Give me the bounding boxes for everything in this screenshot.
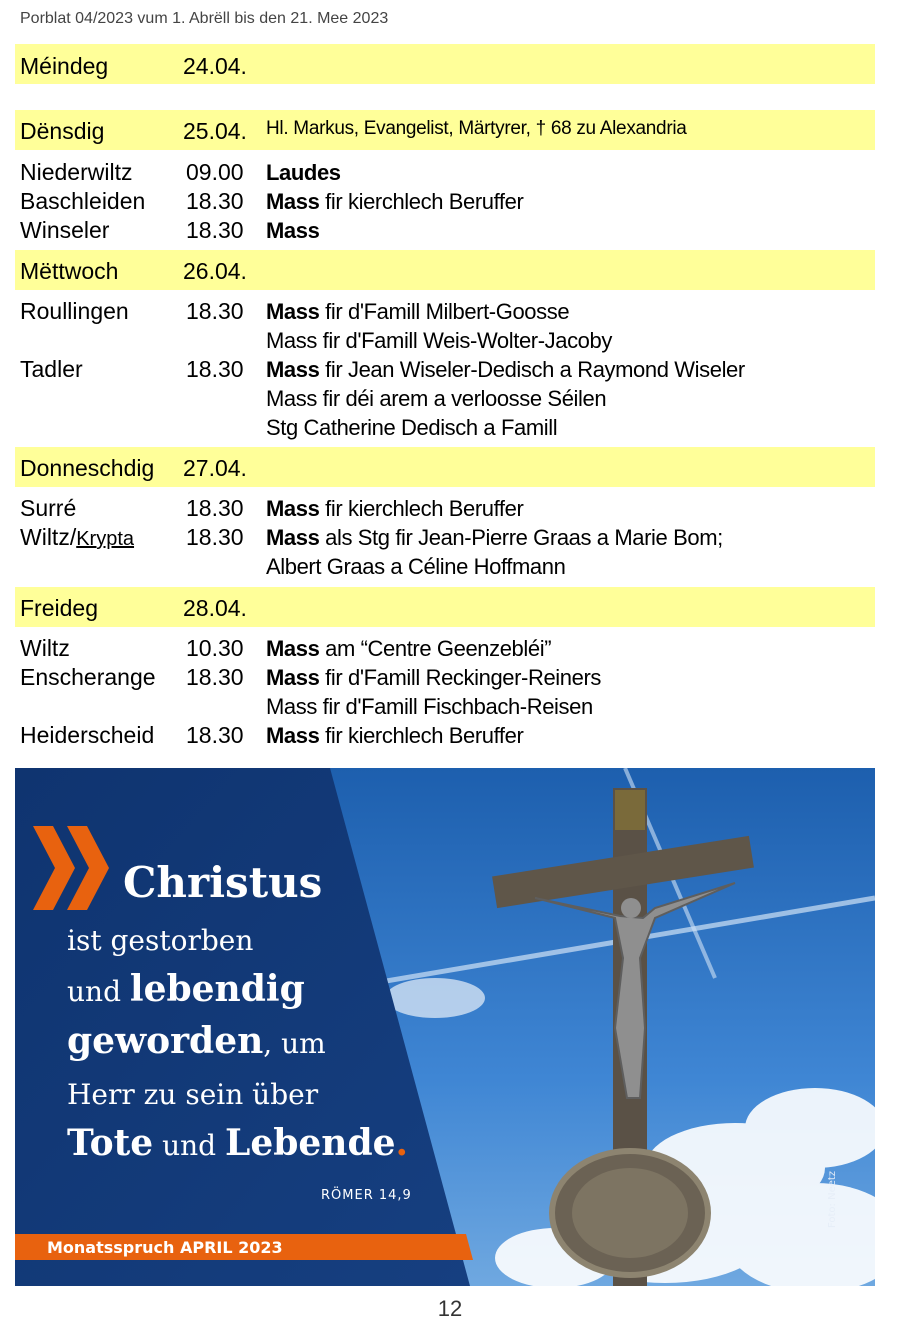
verse-word: , um <box>263 1027 326 1060</box>
place: Heiderscheid <box>20 722 155 748</box>
service-detail: fir kierchlech Beruffer <box>319 496 524 521</box>
service-line <box>266 663 601 692</box>
day-band-friday <box>15 587 875 627</box>
day-name: Mëttwoch <box>20 258 119 284</box>
verse-word: lebendig <box>129 968 305 1010</box>
verse-line <box>67 1122 408 1164</box>
service-detail: fir kierchlech Beruffer <box>319 189 524 214</box>
service-type: Mass <box>266 723 320 748</box>
verse-line <box>67 968 305 1010</box>
service-detail: fir Jean Wiseler-Dedisch a Raymond Wiseler <box>319 357 745 382</box>
time: 18.30 <box>186 188 244 214</box>
service-line: Stg Catherine Dedisch a Famill <box>266 415 558 440</box>
day-date: 25.04. <box>183 118 247 144</box>
service-type: Mass <box>266 665 320 690</box>
service-line: Mass fir d'Famill Weis-Wolter-Jacoby <box>266 328 612 353</box>
service-detail: fir kierchlech Beruffer <box>319 723 524 748</box>
service-type: Mass <box>266 299 320 324</box>
time: 18.30 <box>186 356 244 382</box>
service-type: Mass <box>266 357 320 382</box>
service-detail: fir d'Famill Milbert-Goosse <box>319 299 570 324</box>
service-line: Mass fir d'Famill Fischbach-Reisen <box>266 694 593 719</box>
day-band-wednesday <box>15 250 875 290</box>
service-line <box>266 523 723 552</box>
verse-title: Christus <box>123 858 323 907</box>
day-name: Donneschdig <box>20 455 155 481</box>
service-type: Laudes <box>266 160 341 185</box>
day-date: 26.04. <box>183 258 247 284</box>
service-type: Mass <box>266 636 320 661</box>
page-number: 12 <box>437 1296 463 1321</box>
service-type: Mass <box>266 189 320 214</box>
verse-word: und <box>67 975 130 1008</box>
verse-reference: RÖMER 14,9 <box>321 1188 412 1203</box>
service-line <box>266 494 523 523</box>
service-type: Mass <box>266 218 320 243</box>
time: 18.30 <box>186 722 244 748</box>
day-date: 24.04. <box>183 53 247 79</box>
time: 18.30 <box>186 217 244 243</box>
time: 09.00 <box>186 159 244 185</box>
page-header: Porblat 04/2023 vum 1. Abrëll bis den 21. Mee 2023 <box>20 10 389 27</box>
place <box>20 523 134 554</box>
verse-word: Tote <box>67 1122 154 1164</box>
verse-period: . <box>395 1122 409 1164</box>
time: 18.30 <box>186 495 244 521</box>
verse-word: und <box>153 1129 225 1162</box>
place-name: Wiltz/ <box>20 524 77 550</box>
monthly-verse-banner <box>15 768 875 1286</box>
place: Roullingen <box>20 298 129 324</box>
service-line <box>266 158 341 187</box>
verse-word: Lebende <box>225 1122 396 1164</box>
monthly-verse-label: Monatsspruch APRIL 2023 <box>47 1238 283 1257</box>
place: Wiltz <box>20 635 70 661</box>
service-line <box>266 187 523 216</box>
day-name: Dënsdig <box>20 118 105 144</box>
place: Baschleiden <box>20 188 146 214</box>
feast-text: Hl. Markus, Evangelist, Märtyrer, † 68 zu Alexandria <box>266 118 687 139</box>
verse-line: Herr zu sein über <box>67 1078 319 1111</box>
day-name: Méindeg <box>20 53 109 79</box>
service-line <box>266 634 551 663</box>
day-name: Freideg <box>20 595 98 621</box>
service-type: Mass <box>266 525 320 550</box>
place: Winseler <box>20 217 110 243</box>
time: 18.30 <box>186 664 244 690</box>
service-detail: als Stg fir Jean-Pierre Graas a Marie Bom; <box>319 525 723 550</box>
service-line <box>266 355 745 384</box>
verse-word: geworden <box>67 1020 264 1062</box>
service-line <box>266 216 319 245</box>
service-line <box>266 297 569 326</box>
day-date: 27.04. <box>183 455 247 481</box>
photo-credit: Foto: Neetz <box>827 1170 838 1228</box>
service-type: Mass <box>266 496 320 521</box>
service-detail: fir d'Famill Reckinger-Reiners <box>319 665 601 690</box>
service-line: Albert Graas a Céline Hoffmann <box>266 554 566 579</box>
place: Tadler <box>20 356 83 382</box>
verse-line: ist gestorben <box>67 924 254 957</box>
time: 18.30 <box>186 524 244 550</box>
time: 18.30 <box>186 298 244 324</box>
place: Enscherange <box>20 664 156 690</box>
service-line <box>266 721 523 750</box>
service-line: Mass fir déi arem a verloosse Séilen <box>266 386 607 411</box>
service-detail: am “Centre Geenzebléi” <box>319 636 552 661</box>
day-date: 28.04. <box>183 595 247 621</box>
place: Surré <box>20 495 77 521</box>
time: 10.30 <box>186 635 244 661</box>
verse-line <box>67 1020 326 1062</box>
day-band-monday <box>15 44 875 84</box>
place-sub: Krypta <box>76 528 135 550</box>
place: Niederwiltz <box>20 159 133 185</box>
